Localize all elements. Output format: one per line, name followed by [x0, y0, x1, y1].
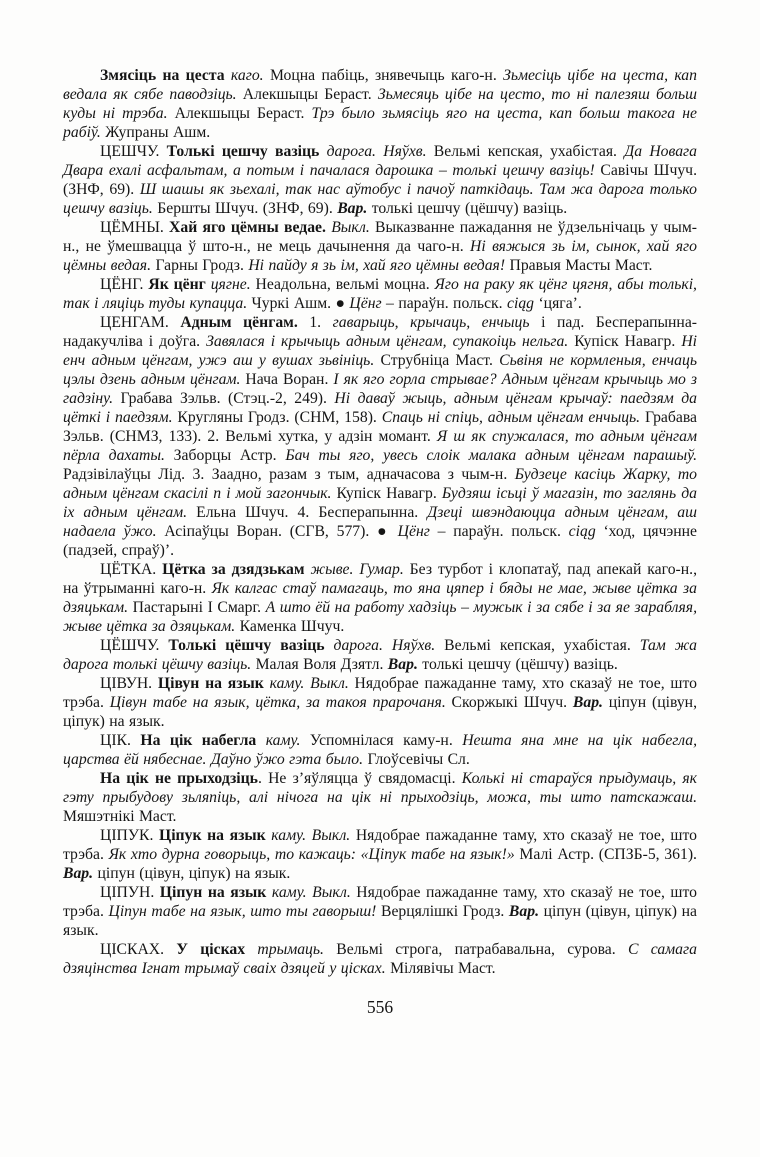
text-run: ЦЕНГАМ.	[100, 314, 181, 331]
text-run: Кругляны Гродз. (СНМ, 158).	[172, 409, 382, 426]
entry-paragraph	[63, 674, 697, 731]
text-run: Купіск Навагр.	[568, 333, 682, 350]
text-run: Спаць ні спіць, адным цёнгам енчыць.	[381, 409, 641, 426]
text-run: ‘ход, цячэнне (падзей, спраў)’.	[63, 523, 697, 559]
text-run: ciąg	[568, 523, 596, 540]
text-run: Мілявічы Маст.	[385, 960, 496, 977]
text-run: жыве. Гумар.	[310, 561, 404, 578]
text-run: Вельмі кепская, ухабістая.	[426, 143, 625, 160]
text-run: Грабава Зэльв. (Стэц.-2, 249).	[113, 390, 335, 407]
text-run: Алекшыцы Бераст.	[236, 86, 378, 103]
text-run: Там жа дарога толькі цёшчу вазіць.	[63, 637, 698, 673]
text-run: Бач ты яго, увесь слоік малака адным цёнгам парашыў.	[285, 447, 697, 464]
text-run: ціпун (цівун, ціпук) на язык.	[63, 694, 697, 730]
text-run: трымаць.	[257, 941, 324, 958]
text-run: Як хто дурна говорыць, то кажаць: «Ціпук табе на язык!»	[108, 846, 515, 863]
text-run: Правыя Масты Маст.	[505, 257, 653, 274]
text-run: Зьмесяць цібе на цесто, то ні палезяш больш куды ні трэба.	[63, 86, 698, 122]
text-run: Мяшэтнікі Маст.	[63, 808, 177, 825]
text-run: Адным цёнгам.	[180, 314, 310, 331]
text-run: Хай яго цёмны ведае.	[169, 219, 332, 236]
text-run: каго.	[230, 67, 264, 84]
text-run: ЦІСКАХ.	[100, 941, 177, 958]
text-run: Да Новага Двара ехалі асфальтам, а потым і пачалася дарошка – толькі цешчу вазіць!	[63, 143, 698, 179]
text-run: Купіск Навагр.	[331, 485, 442, 502]
text-run: Яго на раку як цёнг цягня, абы толькі, так і ляціць туды купацца.	[63, 276, 697, 312]
text-run: Жупраны Ашм.	[100, 124, 211, 141]
text-run: Без турбот і клопатаў, пад апекай каго-н., на ўтрыманні каго-н.	[63, 561, 697, 597]
text-run: Неадольна, вельмі моцна.	[250, 276, 435, 293]
text-block	[63, 66, 697, 978]
page-number: 556	[366, 997, 394, 1017]
text-run: каму. Выкл.	[269, 675, 349, 692]
text-run: Заборцы Астр.	[164, 447, 286, 464]
entry-paragraph	[63, 313, 697, 560]
text-run: Колькі ні стараўся прыдумаць, як гэту прыбудову зьляпіць, алі нічога на цік ні прыходзіць, можа, ты што патскажаш.	[63, 770, 698, 806]
text-run: Будзяш ісьці ў магазін, то заглянь да іх адным цёнгам.	[63, 485, 697, 521]
text-run: Я ш як спужалася, то адным цёнгам пёрла дахаты.	[63, 428, 697, 464]
text-run: Дзеці швэндаюцца адным цёнгам, аш надаела ўжо.	[63, 504, 697, 540]
text-run: С самага дзяцінства Ігнат трымаў сваіх дзяцей у цісках.	[63, 941, 697, 977]
text-run: Верцялішкі Гродз.	[376, 903, 509, 920]
entry-paragraph	[63, 142, 697, 218]
text-run: Цёнг	[397, 523, 430, 540]
text-run: Як цёнг	[148, 276, 211, 293]
text-run: Завялася і крычыць адным цёнгам, супакоіць нельга.	[206, 333, 569, 350]
text-run: Як калгас стаў памагаць, то яна цяпер і бяды не мае, жыве цётка за дзяцькам.	[63, 580, 697, 616]
text-run: Вар.	[572, 694, 603, 711]
text-run: Радзівілаўцы Лід. 3. Заадно, разам з тым, адначасова з чым-н.	[63, 466, 515, 483]
text-run: Ні енч адным цёнгам, ужэ аш у вушах зьвініць.	[63, 333, 697, 369]
text-run: Сьвіня не кормленыя, енчаць цэлы дзень адным цёнгам.	[63, 352, 697, 388]
text-run: Чуркі Ашм. ●	[247, 295, 350, 312]
text-run: Глоўсевічы Сл.	[363, 751, 470, 768]
text-run: На цік не прыходзіць	[100, 770, 258, 787]
text-run: Гарны Гродз.	[151, 257, 249, 274]
text-run: ‘цяга’.	[534, 295, 582, 312]
entry-paragraph	[63, 826, 697, 883]
text-run: Бершты Шчуч. (ЗНФ, 69).	[152, 200, 338, 217]
text-run: А што ёй на работу хадзіць – мужык і за сябе і за яе зарабляя, жыве цётка за дзяцькам.	[63, 599, 697, 635]
text-run: – параўн. польск.	[381, 295, 508, 312]
text-run: гаварыць, крычаць, енчыць	[332, 314, 530, 331]
text-run: Ні даваў жыць, адным цёнгам крычаў: паедзям да цёткі і паедзям.	[63, 390, 698, 426]
text-run: Вар.	[337, 200, 368, 217]
entry-paragraph	[63, 560, 697, 636]
text-run: Ціпун на язык	[159, 884, 272, 901]
entry-paragraph	[63, 731, 697, 769]
text-run: Успомнілася каму-н.	[300, 732, 463, 749]
text-run: дарога. Няўхв.	[333, 637, 436, 654]
text-run: ЦІВУН.	[100, 675, 158, 692]
text-run: Трэ было зьмясіць яго на цеста, кап больш такога не рабіў.	[63, 105, 697, 141]
text-run: Толькі цешчу вазіць	[166, 143, 327, 160]
text-run: ЦЁШЧУ.	[100, 637, 169, 654]
text-run: Грабава Зэльв. (СНМЗ, 133). 2. Вельмі хутка, у адзін момант.	[63, 409, 698, 445]
text-run: Пастарыні І Смарг.	[128, 599, 266, 616]
text-run: Вар.	[387, 656, 418, 673]
text-run: Савічы Шчуч. (ЗНФ, 69).	[63, 162, 697, 198]
text-run: . Не з’яўляцца ў свядомасці.	[257, 770, 462, 787]
text-run: ЦЁТКА.	[100, 561, 163, 578]
text-run: ЦІПУН.	[100, 884, 160, 901]
text-run: Нядобрае пажаданне таму, хто сказаў не тое, што трэба.	[63, 675, 697, 711]
text-run: ЦІК.	[100, 732, 141, 749]
text-run: Нача Воран.	[240, 371, 334, 388]
entry-paragraph	[63, 940, 697, 978]
text-run: ціпун (цівун, ціпук) на язык.	[63, 903, 697, 939]
text-run: Цівун табе на язык, цётка, за такоя прарочаня.	[109, 694, 446, 711]
text-run: ЦІПУК.	[100, 827, 159, 844]
entry-paragraph	[63, 883, 697, 940]
text-run: Цёнг	[349, 295, 382, 312]
entry-paragraph	[63, 636, 697, 674]
text-run: На цік набегла	[140, 732, 266, 749]
entry-paragraph	[63, 66, 697, 142]
text-run: Малі Астр. (СПЗБ-5, 361).	[514, 846, 697, 863]
text-run: Асіпаўцы Воран. (СГВ, 577). ●	[156, 523, 398, 540]
text-run: каму. Выкл.	[271, 827, 351, 844]
text-run: ЦЁНГ.	[100, 276, 149, 293]
text-run: цягне.	[210, 276, 251, 293]
text-run: Алекшыцы Бераст.	[167, 105, 312, 122]
text-run: Ні пайду я зь ім, хай яго цёмны ведая!	[248, 257, 506, 274]
text-run: Цівун на язык	[157, 675, 270, 692]
text-run: ціпун (цівун, ціпук) на язык.	[93, 865, 291, 882]
text-run: Ш шашы як зьехалі, так нас аўтобус і пачоў паткідаць. Там жа дарога только цешчу вазіць.	[63, 181, 697, 217]
text-run: Ціпун табе на язык, што ты гаворыш!	[108, 903, 377, 920]
text-run: толькі цешчу (цёшчу) вазіць.	[367, 200, 568, 217]
text-run: Выкл.	[331, 219, 370, 236]
text-run: Ні вяжыся зь ім, сынок, хай яго цёмны ведая.	[63, 238, 697, 274]
text-run: Вар.	[63, 865, 94, 882]
text-run: 1.	[309, 314, 333, 331]
text-run: Нядобрае пажаданне таму, хто сказаў не тое, што трэба.	[63, 827, 698, 863]
text-run: Нядобрае пажаданне таму, хто сказаў не тое, што трэба.	[63, 884, 697, 920]
text-run: Выказванне пажадання не ўдзельнічаць у чым-н., не ўмешвацца ў што-н., не мець дачынення да чаго-н.	[63, 219, 697, 255]
text-run: дарога. Няўхв.	[326, 143, 427, 160]
entry-paragraph	[63, 769, 697, 826]
text-run: Змясіць на цеста	[100, 67, 231, 84]
text-run: Малая Воля Дзятл.	[251, 656, 388, 673]
text-run: Вельмі кепская, ухабістая.	[435, 637, 640, 654]
text-run: Цётка за дзядзькам	[162, 561, 311, 578]
entry-paragraph	[63, 218, 697, 275]
text-run: І як яго горла стрывае? Адным цёнгам крычыць мо з гадзіну.	[63, 371, 697, 407]
entry-paragraph	[63, 275, 697, 313]
text-run: У цісках	[176, 941, 258, 958]
text-run: каму.	[265, 732, 301, 749]
text-run: Струбніца Маст.	[374, 352, 500, 369]
text-run: Нешта яна мне на цік набегла, царства ёй нябеснае. Даўно ўжо гэта было.	[63, 732, 697, 768]
text-run: ciąg	[507, 295, 535, 312]
text-run: толькі цешчу (цёшчу) вазіць.	[417, 656, 618, 673]
text-run: Скоржыкі Шчуч.	[445, 694, 573, 711]
text-run: каму. Выкл.	[271, 884, 351, 901]
text-run: ЦЕШЧУ.	[100, 143, 167, 160]
text-run: – параўн. польск.	[429, 523, 569, 540]
text-run: Ельна Шчуч. 4. Бесперапынна.	[187, 504, 428, 521]
text-run: Вельмі строга, патрабавальна, сурова.	[323, 941, 628, 958]
text-run: Вар.	[508, 903, 539, 920]
text-run: ЦЁМНЫ.	[100, 219, 170, 236]
text-run: Каменка Шчуч.	[235, 618, 345, 635]
text-run: Зьмесіць цібе на цеста, кап ведала як сябе паводзіць.	[63, 67, 697, 103]
text-run: Моцна пабіць, знявечыць каго-н.	[263, 67, 504, 84]
text-run: Толькі цёшчу вазіць	[168, 637, 334, 654]
text-run: Будзеце касіць Жарку, то адным цёнгам скасілі п і мой загончык.	[63, 466, 697, 502]
text-run: і пад. Бесперапынна-надакучліва і доўга.	[63, 314, 698, 350]
text-run: Ціпук на язык	[159, 827, 272, 844]
